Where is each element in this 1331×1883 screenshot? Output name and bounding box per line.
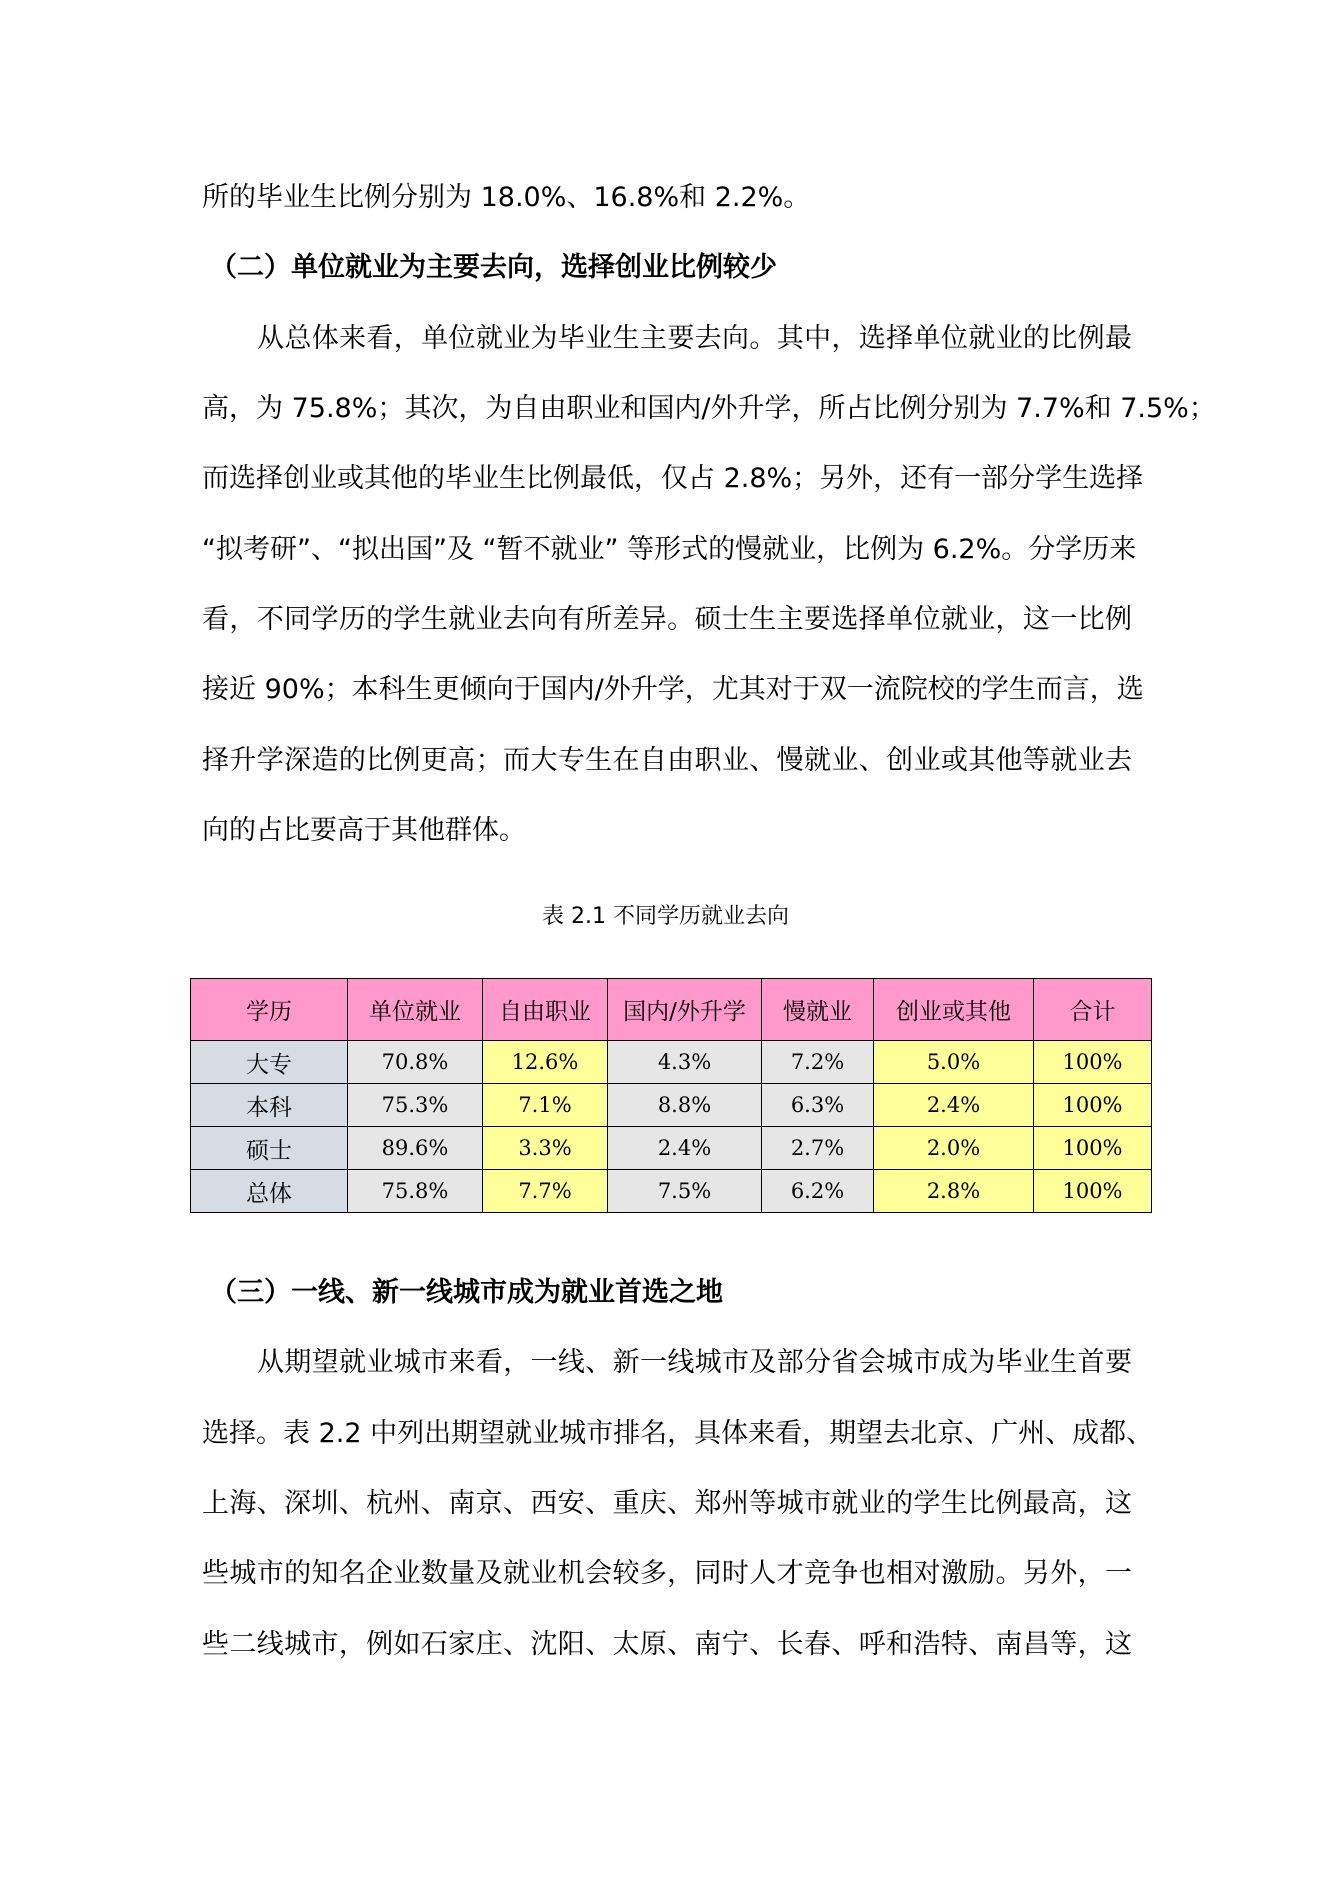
table-row-label: 硕士 [191, 1127, 348, 1170]
paragraph-line: 高，为 75.8%；其次，为自由职业和国内/外升学，所占比例分别为 7.7%和 7.5%； [202, 393, 1216, 424]
table-cell: 100% [1034, 1041, 1152, 1084]
table-cell: 3.3% [483, 1127, 608, 1170]
table-cell: 70.8% [348, 1041, 483, 1084]
table-cell: 7.7% [483, 1170, 608, 1213]
paragraph-line: 从期望就业城市来看，一线、新一线城市及部分省会城市成为毕业生首要 [257, 1347, 1132, 1378]
employment-table [190, 978, 1152, 1213]
table-row-label: 本科 [191, 1084, 348, 1127]
paragraph-line: 些二线城市，例如石家庄、沈阳、太原、南宁、长春、呼和浩特、南昌等，这 [202, 1629, 1132, 1660]
section-heading: （二）单位就业为主要去向，选择创业比例较少 [210, 252, 777, 283]
table-cell: 2.7% [762, 1127, 874, 1170]
table-header: 单位就业 [348, 979, 483, 1041]
table-header: 合计 [1034, 979, 1152, 1041]
table-cell: 6.3% [762, 1084, 874, 1127]
table-header: 国内/外升学 [608, 979, 762, 1041]
paragraph-line: 从总体来看，单位就业为毕业生主要去向。其中，选择单位就业的比例最 [257, 323, 1132, 354]
table-row-label: 大专 [191, 1041, 348, 1084]
table-row [191, 1127, 1152, 1170]
paragraph-line: 择升学深造的比例更高；而大专生在自由职业、慢就业、创业或其他等就业去 [202, 745, 1132, 776]
table-row-label: 总体 [191, 1170, 348, 1213]
table-cell: 2.4% [608, 1127, 762, 1170]
paragraph-line: 接近 90%；本科生更倾向于国内/外升学，尤其对于双一流院校的学生而言，选 [202, 674, 1144, 705]
table-cell: 100% [1034, 1127, 1152, 1170]
paragraph-line: “拟考研”、“拟出国”及 “暂不就业” 等形式的慢就业，比例为 6.2%。分学历来 [202, 534, 1137, 565]
table-header: 学历 [191, 979, 348, 1041]
table-cell: 6.2% [762, 1170, 874, 1213]
table-cell: 7.5% [608, 1170, 762, 1213]
paragraph-line: 看，不同学历的学生就业去向有所差异。硕士生主要选择单位就业，这一比例 [202, 604, 1132, 635]
table-cell: 7.2% [762, 1041, 874, 1084]
table-cell: 100% [1034, 1084, 1152, 1127]
paragraph-line: 些城市的知名企业数量及就业机会较多，同时人才竞争也相对激励。另外，一 [202, 1558, 1132, 1589]
table-cell: 12.6% [483, 1041, 608, 1084]
table-header-row [191, 979, 1152, 1041]
table-header: 创业或其他 [874, 979, 1034, 1041]
table-cell: 100% [1034, 1170, 1152, 1213]
table-cell: 8.8% [608, 1084, 762, 1127]
table-cell: 5.0% [874, 1041, 1034, 1084]
table-row [191, 1084, 1152, 1127]
table-header: 自由职业 [483, 979, 608, 1041]
paragraph-line: 向的占比要高于其他群体。 [202, 815, 526, 846]
section-heading: （三）一线、新一线城市成为就业首选之地 [210, 1277, 723, 1308]
table-cell: 75.3% [348, 1084, 483, 1127]
paragraph-line: 上海、深圳、杭州、南京、西安、重庆、郑州等城市就业的学生比例最高，这 [202, 1488, 1132, 1519]
table-cell: 89.6% [348, 1127, 483, 1170]
table-cell: 7.1% [483, 1084, 608, 1127]
table-cell: 4.3% [608, 1041, 762, 1084]
table-cell: 2.0% [874, 1127, 1034, 1170]
table-cell: 75.8% [348, 1170, 483, 1213]
table-header: 慢就业 [762, 979, 874, 1041]
paragraph-line: 所的毕业生比例分别为 18.0%、16.8%和 2.2%。 [202, 182, 811, 213]
table-cell: 2.4% [874, 1084, 1034, 1127]
table-caption: 表 2.1 不同学历就业去向 [542, 904, 789, 929]
table-cell: 2.8% [874, 1170, 1034, 1213]
table-row [191, 1041, 1152, 1084]
paragraph-line: 选择。表 2.2 中列出期望就业城市排名，具体来看，期望去北京、广州、成都、 [202, 1418, 1154, 1449]
paragraph-line: 而选择创业或其他的毕业生比例最低，仅占 2.8%；另外，还有一部分学生选择 [202, 463, 1144, 494]
table-row [191, 1170, 1152, 1213]
